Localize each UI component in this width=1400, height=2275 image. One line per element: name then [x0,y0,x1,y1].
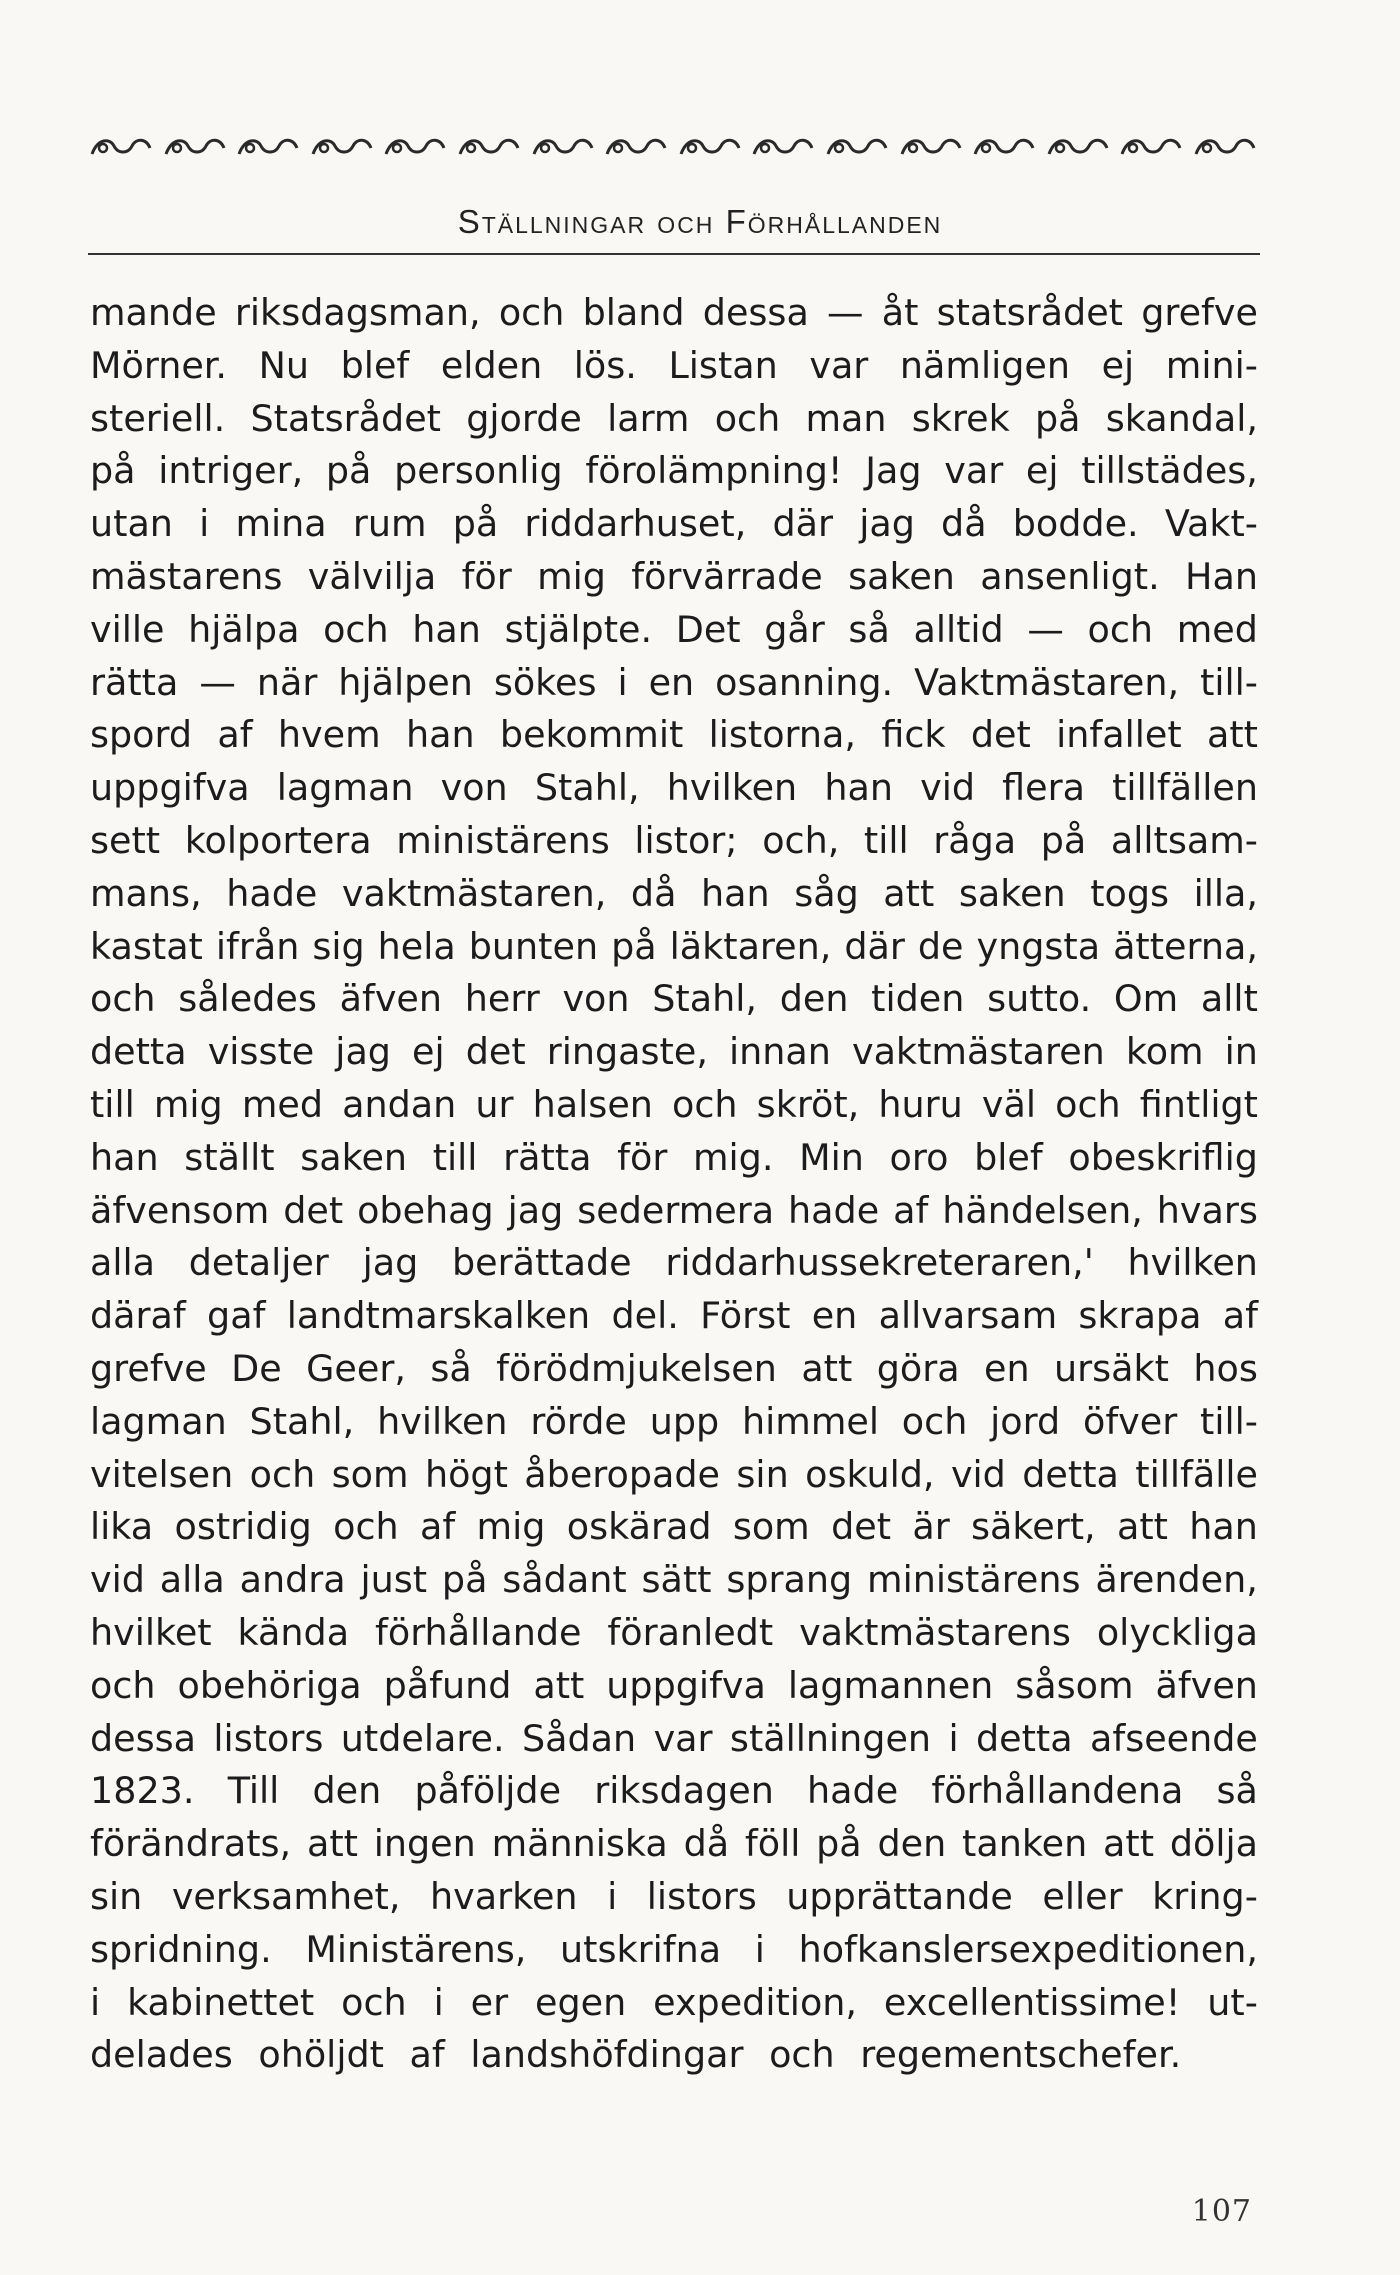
text-line: mande riksdagsman, och bland dessa — åt statsrådet grefve [90,291,1258,334]
text-line: dessa listors utdelare. Sådan var ställningen i detta afseende [90,1716,1258,1760]
text-line: i kabinettet och i er egen expedition, excellentissime! ut- [90,1980,1258,2024]
text-line: mans, hade vaktmästaren, då han såg att saken togs illa, [90,871,1258,915]
text-line: däraf gaf landtmarskalken del. Först en allvarsam skrapa af [90,1294,1258,1338]
text-line: spord af hvem han bekommit listorna, fick det infallet att [90,713,1258,757]
text-line: ville hjälpa och han stjälpte. Det går så alltid — och med [90,607,1258,651]
text-line: på intriger, på personlig förolämpning! Jag var ej tillstädes, [90,449,1258,493]
scroll-wave-ornament-icon [382,134,448,160]
text-line: lagman Stahl, hvilken rörde upp himmel och jord öfver till- [90,1399,1258,1443]
scroll-wave-ornament-icon [456,134,522,160]
text-line: detta visste jag ej det ringaste, innan vaktmästaren kom in [90,1030,1258,1074]
scroll-wave-ornament-icon [530,134,596,160]
scroll-wave-ornament-icon [1192,134,1258,160]
text-line: vid alla andra just på sådant sätt sprang ministärens ärenden, [90,1558,1258,1602]
scroll-wave-ornament-icon [971,134,1037,160]
scroll-wave-ornament-icon [603,134,669,160]
scroll-wave-ornament-icon [88,134,154,160]
page-number: 107 [1191,2194,1252,2229]
text-line: rätta — när hjälpen sökes i en osanning. Vaktmästaren, till- [90,660,1258,704]
text-line: han ställt saken till rätta för mig. Min oro blef obeskriflig [90,1135,1258,1179]
scroll-wave-ornament-icon [750,134,816,160]
text-line: spridning. Ministärens, utskrifna i hofkanslersexpeditionen, [90,1927,1258,1971]
text-line: och obehöriga påfund att uppgifva lagmannen såsom äfven [90,1663,1258,1707]
text-line: utan i mina rum på riddarhuset, där jag då bodde. Vakt- [90,502,1258,546]
text-line: hvilket kända förhållande föranledt vaktmästarens olyckliga [90,1610,1258,1654]
scroll-wave-ornament-icon [1118,134,1184,160]
header-rule [88,253,1260,255]
text-line: kastat ifrån sig hela bunten på läktaren, där de yngsta ätterna, [90,924,1258,968]
scroll-wave-ornament-icon [162,134,228,160]
text-line: sin verksamhet, hvarken i listors upprättande eller kring- [90,1874,1258,1918]
text-line: sett kolportera ministärens listor; och, till råga på alltsam- [90,818,1258,862]
text-line: till mig med andan ur halsen och skröt, huru väl och fintligt [90,1082,1258,1126]
scroll-wave-ornament-icon [309,134,375,160]
scroll-wave-ornament-icon [898,134,964,160]
header-ornament [88,130,1258,164]
text-line: vitelsen och som högt åberopade sin oskuld, vid detta tillfälle [90,1452,1258,1496]
running-head: Ställningar och Förhållanden [457,203,943,240]
text-line: mästarens välvilja för mig förvärrade saken ansenligt. Han [90,554,1258,598]
scroll-wave-ornament-icon [677,134,743,160]
text-line: delades ohöljdt af landshöfdingar och regementschefer. [90,2033,1182,2077]
text-line: förändrats, att ingen människa då föll på den tanken att dölja [90,1822,1258,1866]
text-line: Mörner. Nu blef elden lös. Listan var nämligen ej mini- [90,343,1258,387]
text-line: äfvensom det obehag jag sedermera hade af händelsen, hvars [90,1188,1258,1232]
text-line: lika ostridig och af mig oskärad som det är säkert, att han [90,1505,1258,1549]
text-line: och således äfven herr von Stahl, den tiden sutto. Om allt [90,977,1258,1021]
scroll-wave-ornament-icon [1045,134,1111,160]
text-line: alla detaljer jag berättade riddarhussekreteraren,' hvilken [90,1241,1258,1285]
text-line: grefve De Geer, så förödmjukelsen att göra en ursäkt hos [90,1346,1258,1390]
text-line: steriell. Statsrådet gjorde larm och man skrek på skandal, [90,396,1258,440]
scroll-wave-ornament-icon [824,134,890,160]
body-text [90,287,1258,2082]
text-line: 1823. Till den påföljde riksdagen hade förhållandena så [90,1769,1258,1813]
scroll-wave-ornament-icon [235,134,301,160]
text-line: uppgifva lagman von Stahl, hvilken han vid flera tillfällen [90,766,1258,810]
